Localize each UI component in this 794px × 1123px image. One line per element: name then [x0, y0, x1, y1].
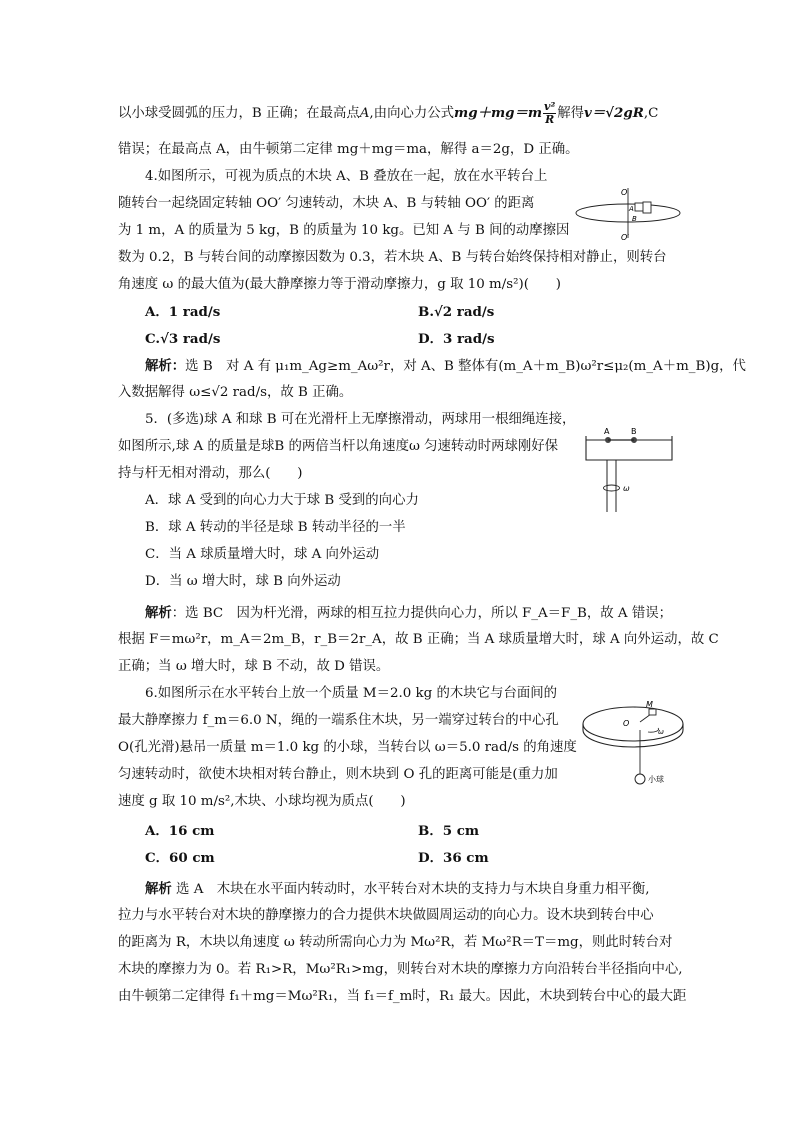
continuation-line-1	[118, 101, 658, 126]
q4-option-c: C.√3 rad/s	[145, 331, 221, 347]
figure-label-o: O	[621, 188, 628, 197]
fraction-numerator: v²	[544, 100, 556, 113]
q6-line-3: O(孔光滑)悬吊一质量 m＝1.0 kg 的小球，当转台以 ω＝5.0 rad/s 的角速度	[118, 740, 577, 755]
figure-label-small-ball: 小球	[648, 775, 664, 784]
q6-option-b: B．5 cm	[418, 823, 480, 839]
figure-label-o-prime: O′	[621, 233, 630, 242]
text-run: A	[359, 106, 370, 121]
q6-option-c: C．60 cm	[145, 850, 215, 866]
figure-label-b: B	[632, 215, 637, 223]
q4-answer-line-1	[145, 357, 746, 376]
q5-answer-line-1	[145, 604, 672, 623]
fraction-denominator: R	[545, 113, 555, 126]
rod-figure-q5	[580, 424, 678, 514]
answer-label: 解析	[145, 605, 172, 621]
q5-answer-line-3: 正确；当 ω 增大时，球 B 不动，故 D 错误。	[118, 659, 390, 674]
text-run: ,C	[643, 106, 659, 121]
q4-answer-line-2: 入数据解得 ω≤√2 rad/s，故 B 正确。	[118, 385, 353, 400]
q4-line-5: 角速度 ω 的最大值为(最大静摩擦力等于滑动摩擦力，g 取 10 m/s²)( )	[118, 277, 561, 292]
answer-text: ：选 BC 因为杆光滑，两球的相互拉力提供向心力，所以 F_A＝F_B，故 A 错误；	[171, 606, 673, 621]
figure-label-ball-a: A	[604, 427, 610, 436]
q4-line-4: 数为 0.2，B 与转台间的动摩擦因数为 0.3，若木块 A、B 与转台始终保持相对静止，则转台	[118, 250, 667, 265]
q6-answer-line-5: 由牛顿第二定律得 f₁＋mg＝Mω²R₁，当 f₁＝f_m时，R₁ 最大。因此，木块到转台中心的最大距	[118, 989, 687, 1004]
figure-label-m: M	[646, 700, 653, 709]
text-run: ,由向心力公式	[369, 106, 455, 121]
q4-line-2: 随转台一起绕固定转轴 OO′ 匀速转动，木块 A、B 与转轴 OO′ 的距离	[118, 196, 535, 211]
q4-line-3: 为 1 m，A 的质量为 5 kg，B 的质量为 10 kg。已知 A 与 B 间的动摩擦因	[118, 223, 570, 238]
q5-option-c: C．当 A 球质量增大时，球 A 向外运动	[145, 547, 380, 562]
text-run: 解得	[557, 106, 585, 121]
q5-line-1: 5．(多选)球 A 和球 B 可在光滑杆上无摩擦滑动，两球用一根细绳连接，	[145, 412, 576, 427]
turntable-figure-q4	[566, 182, 684, 244]
q6-answer-line-1	[145, 880, 650, 899]
fraction	[543, 101, 556, 126]
q6-answer-line-3: 的距离为 R，木块以角速度 ω 转动所需向心力为 Mω²R，若 Mω²R＝T＝mg，则此时转台对	[118, 935, 673, 950]
figure-label-ball-b: B	[631, 427, 637, 436]
q5-answer-line-2: 根据 F＝mω²r，m_A＝2m_B，r_B＝2r_A，故 B 正确；当 A 球质量增大时，球 A 向外运动，故 C	[118, 632, 719, 647]
text-run: 以小球受圆弧的压力，B 正确；在最高点	[118, 106, 360, 121]
formula: v＝√2gR	[584, 105, 644, 121]
q6-answer-line-4: 木块的摩擦力为 0。若 R₁>R，Mω²R₁>mg，则转台对木块的摩擦力方向沿转台半径指向中心,	[118, 962, 683, 977]
q6-option-a: A．16 cm	[145, 823, 215, 839]
q6-line-2: 最大静摩擦力 f_m＝6.0 N，绳的一端系住木块，另一端穿过转台的中心孔	[118, 713, 559, 728]
figure-label-a: A	[629, 205, 634, 213]
q6-option-d: D．36 cm	[418, 850, 489, 866]
q5-line-3: 持与杆无相对滑动，那么( )	[118, 466, 303, 481]
q4-line-1: 4.如图所示，可视为质点的木块 A、B 叠放在一起，放在水平转台上	[145, 169, 548, 184]
turntable-figure-q6	[578, 688, 688, 800]
formula: mg＋mg＝m	[454, 105, 543, 121]
q4-option-a: A．1 rad/s	[145, 304, 221, 320]
figure-label-omega: ω	[658, 728, 664, 736]
figure-label-o: O	[623, 719, 630, 728]
q5-option-d: D．当 ω 增大时，球 B 向外运动	[145, 574, 341, 589]
answer-label: 解析	[145, 881, 172, 897]
answer-text: 选 A 木块在水平面内转动时，水平转台对木块的支持力与木块自身重力相平衡,	[176, 882, 650, 897]
q5-option-a: A．球 A 受到的向心力大于球 B 受到的向心力	[145, 493, 419, 508]
figure-label-omega: ω	[623, 484, 630, 493]
q6-line-4: 匀速转动时，欲使木块相对转台静止，则木块到 O 孔的距离可能是(重力加	[118, 767, 558, 782]
q6-line-5: 速度 g 取 10 m/s²,木块、小球均视为质点( )	[118, 794, 406, 809]
answer-label: 解析：	[145, 358, 186, 374]
q4-option-d: D．3 rad/s	[418, 331, 495, 347]
q4-option-b: B.√2 rad/s	[418, 304, 495, 320]
q6-line-1: 6.如图所示在水平转台上放一个质量 M＝2.0 kg 的木块它与台面间的	[145, 686, 558, 701]
q5-line-2: 如图所示,球 A 的质量是球B 的两倍当杆以角速度ω 匀速转动时两球刚好保	[118, 439, 559, 454]
continuation-line-2: 错误；在最高点 A，由牛顿第二定律 mg＋mg＝ma，解得 a＝2g，D 正确。	[118, 142, 579, 157]
answer-text: 选 B 对 A 有 μ₁m_Ag≥m_Aω²r，对 A、B 整体有(m_A＋m_B)ω²r≤μ₂(m_A＋m_B)g，代	[185, 359, 746, 374]
q5-option-b: B．球 A 转动的半径是球 B 转动半径的一半	[145, 520, 406, 535]
q6-answer-line-2: 拉力与水平转台对木块的静摩擦力的合力提供木块做圆周运动的向心力。设木块到转台中心	[118, 908, 654, 923]
